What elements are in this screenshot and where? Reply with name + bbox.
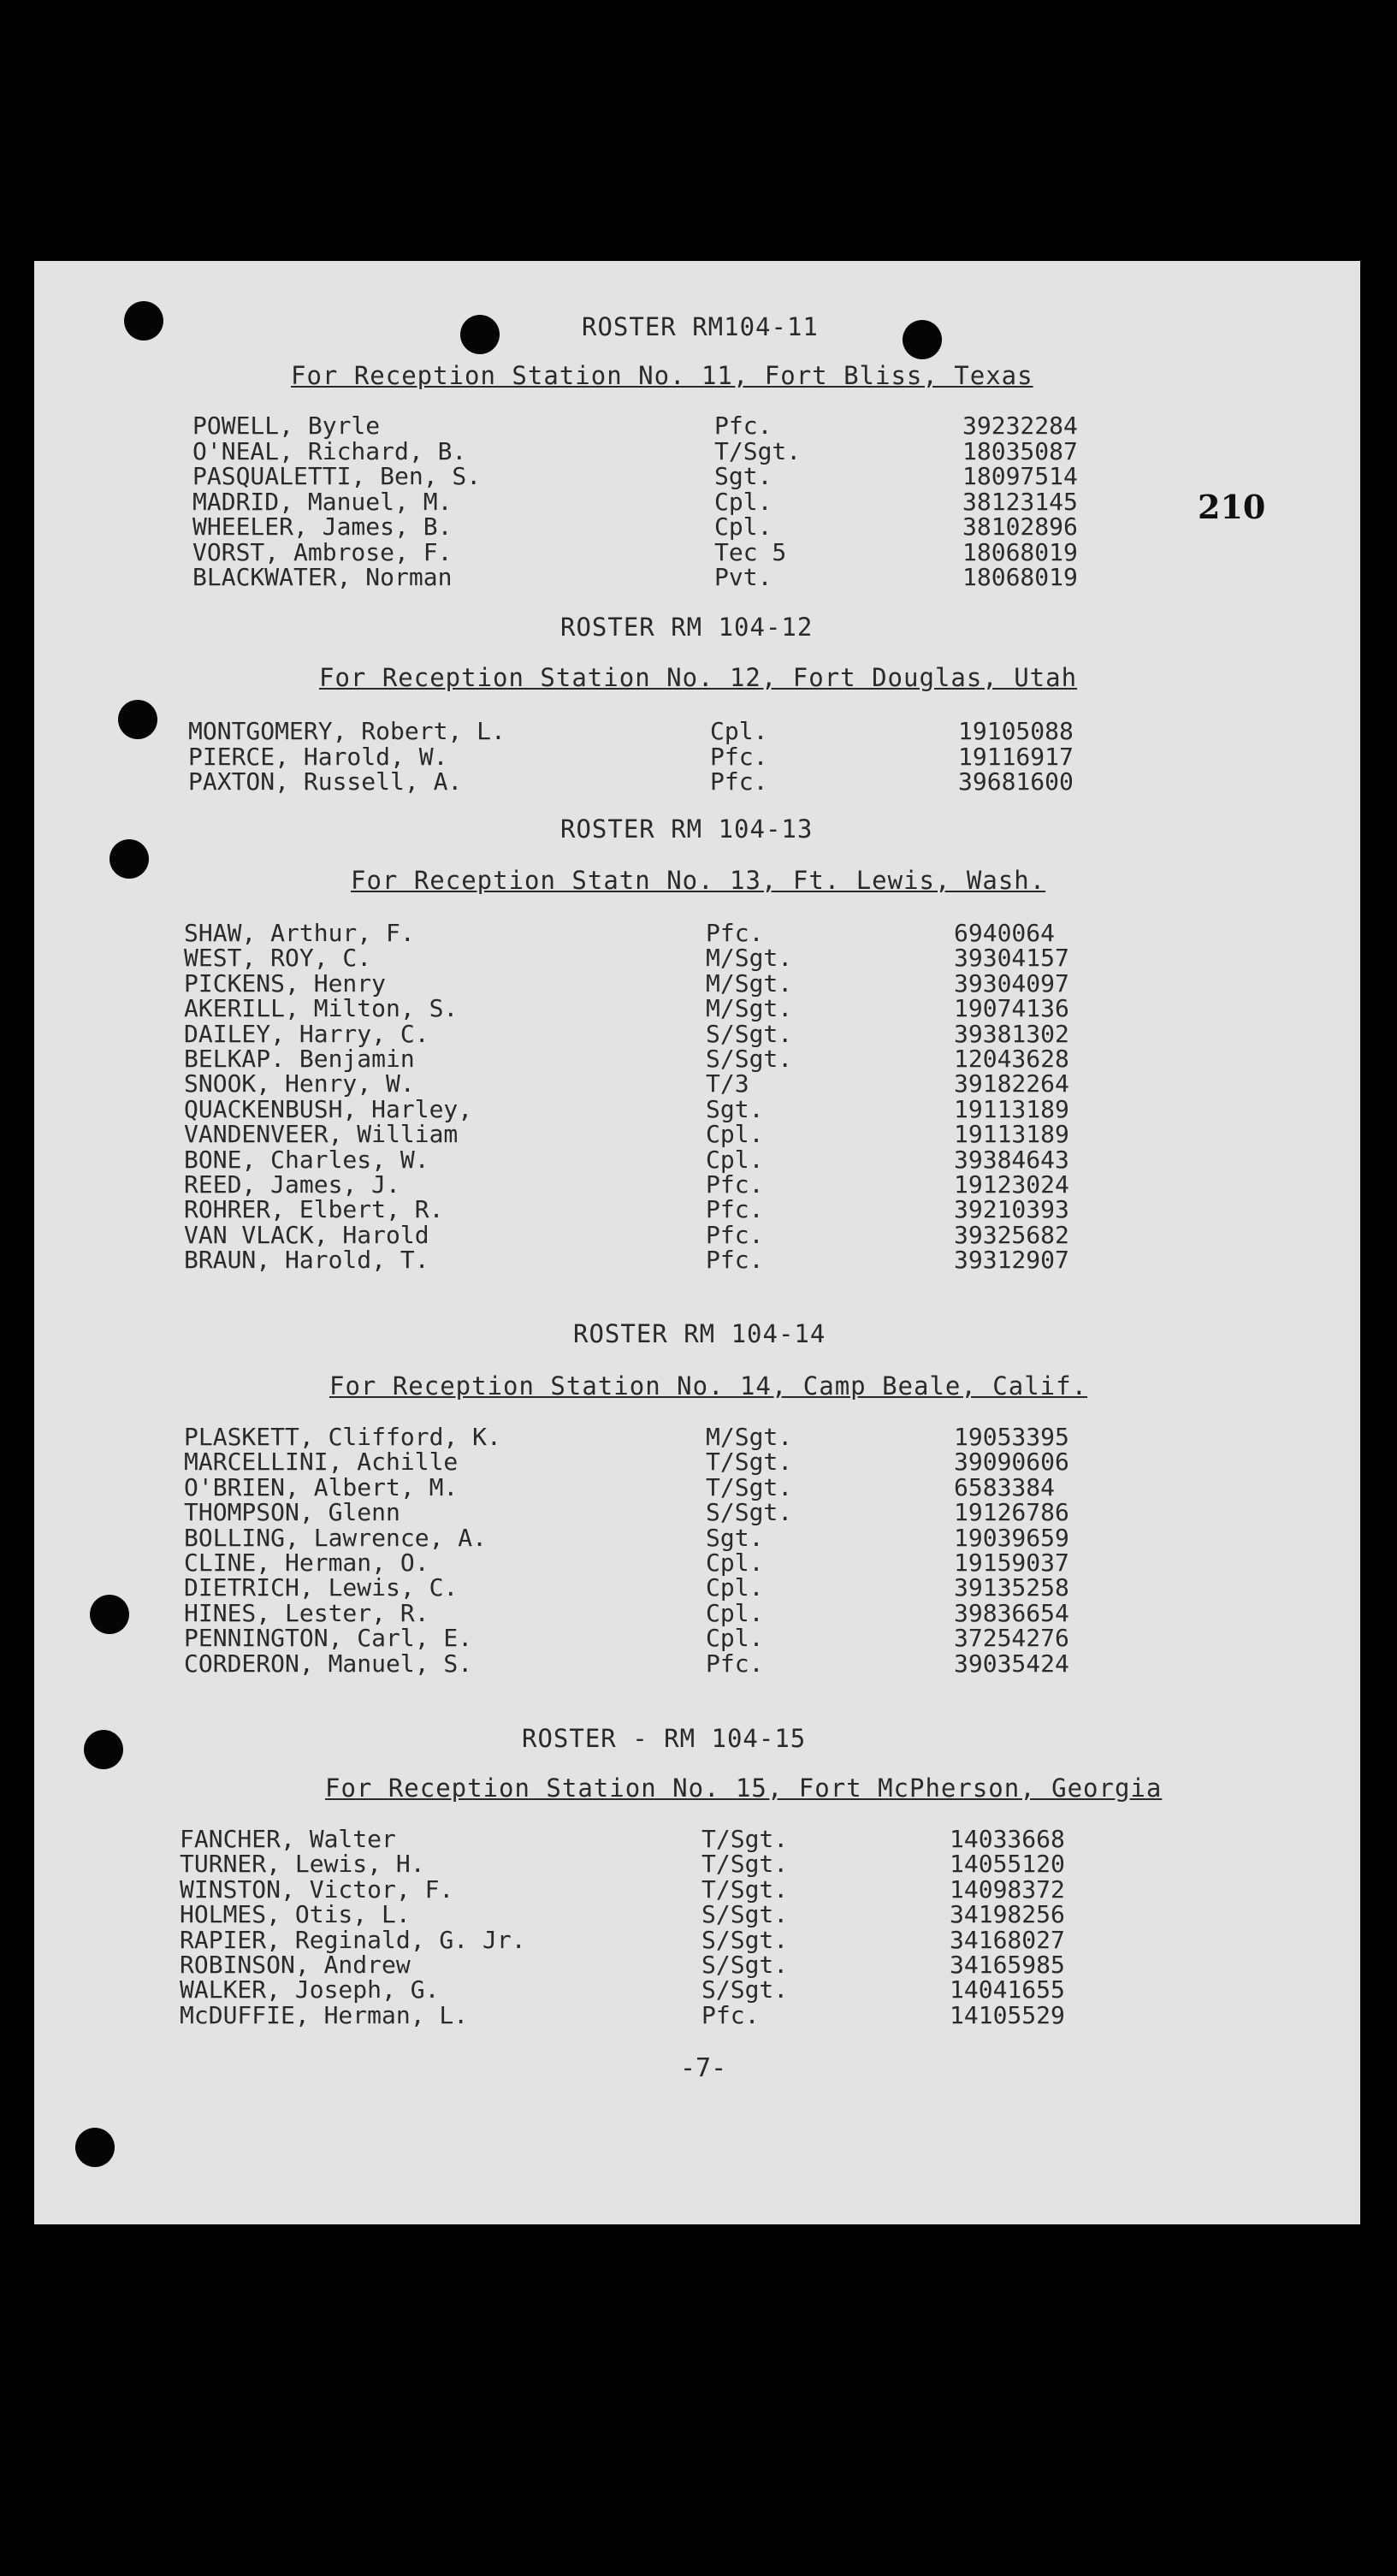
soldier-name: ROHRER, Elbert, R.	[184, 1195, 444, 1224]
serial-number: 6940064	[954, 919, 1056, 947]
station-heading: For Reception Station No. 12, Fort Douglas, Utah	[319, 663, 1078, 692]
page-number: -7-	[680, 2053, 727, 2083]
roster-row	[184, 1472, 1056, 1501]
punch-hole	[84, 1730, 123, 1769]
soldier-rank: Pfc.	[710, 742, 768, 771]
soldier-name: CLINE, Herman, O.	[184, 1549, 429, 1577]
serial-number: 12043628	[954, 1045, 1069, 1073]
soldier-rank: Pfc.	[706, 919, 764, 947]
soldier-name: BOLLING, Lawrence, A.	[184, 1523, 488, 1552]
soldier-rank: Cpl.	[710, 717, 768, 745]
serial-number: 39304157	[954, 944, 1069, 973]
soldier-name: POWELL, Byrle	[192, 412, 381, 440]
roster-row	[180, 1825, 1065, 1853]
roster-row	[192, 462, 1078, 490]
soldier-rank: Cpl.	[706, 1120, 764, 1149]
punch-hole	[118, 700, 157, 739]
soldier-name: QUACKENBUSH, Harley,	[184, 1094, 473, 1123]
roster-heading: ROSTER RM 104-12	[560, 613, 814, 642]
soldier-rank: T/Sgt.	[701, 1850, 789, 1879]
serial-number: 39035424	[954, 1649, 1069, 1678]
serial-number: 18097514	[962, 462, 1078, 490]
soldier-rank: S/Sgt.	[706, 1498, 793, 1527]
roster-row	[184, 1573, 1069, 1602]
soldier-name: BLACKWATER, Norman	[192, 563, 453, 591]
serial-number: 39210393	[954, 1195, 1069, 1224]
roster-row	[184, 1498, 1069, 1527]
serial-number: 39090606	[954, 1448, 1069, 1477]
soldier-rank: Tec 5	[714, 537, 787, 566]
soldier-name: REED, James, J.	[184, 1170, 400, 1199]
roster-row	[180, 1850, 1065, 1879]
serial-number: 19039659	[954, 1523, 1069, 1552]
soldier-rank: S/Sgt.	[701, 1951, 789, 1979]
soldier-name: TURNER, Lewis, H.	[180, 1850, 425, 1879]
roster-row	[184, 1069, 1069, 1099]
roster-row	[180, 1925, 1065, 1954]
serial-number: 18068019	[962, 537, 1078, 566]
roster-row	[184, 1220, 1069, 1249]
soldier-name: O'NEAL, Richard, B.	[192, 436, 467, 465]
serial-number: 19074136	[954, 994, 1069, 1023]
soldier-name: WHEELER, James, B.	[192, 512, 453, 541]
soldier-rank: Sgt.	[714, 462, 772, 490]
roster-row	[184, 1120, 1069, 1149]
roster-row	[184, 1170, 1069, 1199]
serial-number: 19159037	[954, 1549, 1069, 1577]
serial-number: 38102896	[962, 512, 1078, 541]
soldier-name: McDUFFIE, Herman, L.	[180, 2000, 469, 2029]
roster-row	[192, 563, 1078, 591]
punch-hole	[110, 839, 149, 879]
soldier-name: HOLMES, Otis, L.	[180, 1900, 411, 1929]
roster-row	[184, 1549, 1069, 1577]
roster-heading: ROSTER RM 104-13	[560, 814, 814, 844]
roster-row	[188, 717, 1074, 745]
soldier-rank: M/Sgt.	[706, 944, 793, 973]
serial-number: 38123145	[962, 487, 1078, 516]
serial-number: 19123024	[954, 1170, 1069, 1199]
roster-row	[184, 1423, 1069, 1451]
serial-number: 34198256	[950, 1900, 1065, 1929]
soldier-name: BELKAP. Benjamin	[184, 1045, 415, 1073]
soldier-rank: T/Sgt.	[701, 1874, 789, 1904]
serial-number: 19053395	[954, 1423, 1069, 1451]
margin-page-number: 210	[1198, 488, 1266, 526]
serial-number: 34168027	[950, 1925, 1065, 1954]
soldier-rank: M/Sgt.	[706, 968, 793, 998]
station-heading: For Reception Statn No. 13, Ft. Lewis, Wash.	[351, 866, 1046, 895]
soldier-name: BRAUN, Harold, T.	[184, 1246, 429, 1275]
soldier-rank: Pvt.	[714, 563, 772, 591]
soldier-name: DIETRICH, Lewis, C.	[184, 1573, 459, 1602]
soldier-rank: Cpl.	[714, 512, 772, 541]
soldier-rank: S/Sgt.	[701, 1925, 789, 1954]
soldier-rank: T/Sgt.	[706, 1448, 793, 1477]
soldier-name: HINES, Lester, R.	[184, 1598, 429, 1627]
roster-row	[180, 1900, 1065, 1929]
serial-number: 6583384	[954, 1472, 1056, 1501]
soldier-name: MONTGOMERY, Robert, L.	[188, 717, 506, 745]
soldier-rank: Pfc.	[706, 1649, 764, 1678]
roster-row	[184, 1624, 1069, 1653]
serial-number: 39232284	[962, 412, 1078, 440]
soldier-rank: S/Sgt.	[701, 1900, 789, 1929]
roster-row	[188, 767, 1074, 796]
roster-row	[180, 1975, 1065, 2005]
serial-number: 14055120	[950, 1850, 1065, 1879]
soldier-rank: T/Sgt.	[701, 1825, 789, 1853]
punch-hole	[90, 1595, 129, 1634]
serial-number: 39182264	[954, 1069, 1069, 1099]
soldier-rank: Pfc.	[706, 1170, 764, 1199]
soldier-rank: Pfc.	[706, 1220, 764, 1249]
roster-row	[192, 487, 1078, 516]
roster-row	[192, 436, 1078, 465]
roster-row	[184, 1246, 1069, 1275]
station-heading: For Reception Station No. 14, Camp Beale, Calif.	[329, 1371, 1088, 1401]
soldier-rank: Pfc.	[710, 767, 768, 796]
roster-row	[184, 1045, 1069, 1073]
punch-hole	[75, 2128, 115, 2167]
punch-hole	[460, 315, 500, 354]
soldier-rank: Cpl.	[714, 487, 772, 516]
roster-row	[192, 537, 1078, 566]
soldier-name: VAN VLACK, Harold	[184, 1220, 429, 1249]
soldier-rank: T/Sgt.	[714, 436, 802, 465]
punch-hole	[124, 301, 163, 341]
soldier-rank: M/Sgt.	[706, 1423, 793, 1451]
soldier-rank: T/Sgt.	[706, 1472, 793, 1501]
serial-number: 14041655	[950, 1975, 1065, 2005]
soldier-rank: S/Sgt.	[701, 1975, 789, 2005]
soldier-rank: T/3	[706, 1069, 749, 1099]
serial-number: 19116917	[958, 742, 1074, 771]
roster-row	[184, 994, 1069, 1023]
soldier-name: FANCHER, Walter	[180, 1825, 396, 1853]
roster-row	[184, 1145, 1069, 1174]
soldier-rank: Cpl.	[706, 1549, 764, 1577]
soldier-name: PENNINGTON, Carl, E.	[184, 1624, 473, 1653]
serial-number: 39312907	[954, 1246, 1069, 1275]
soldier-name: VORST, Ambrose, F.	[192, 537, 453, 566]
soldier-name: PLASKETT, Clifford, K.	[184, 1423, 501, 1451]
serial-number: 39836654	[954, 1598, 1069, 1627]
roster-row	[180, 1874, 1065, 1904]
serial-number: 19126786	[954, 1498, 1069, 1527]
soldier-name: VANDENVEER, William	[184, 1120, 459, 1149]
roster-row	[184, 1195, 1069, 1224]
serial-number: 39325682	[954, 1220, 1069, 1249]
soldier-name: CORDERON, Manuel, S.	[184, 1649, 473, 1678]
serial-number: 34165985	[950, 1951, 1065, 1979]
soldier-rank: Pfc.	[701, 2000, 760, 2029]
roster-row	[184, 1649, 1069, 1678]
soldier-name: PAXTON, Russell, A.	[188, 767, 463, 796]
serial-number: 39135258	[954, 1573, 1069, 1602]
soldier-name: SNOOK, Henry, W.	[184, 1069, 415, 1099]
roster-heading: ROSTER RM104-11	[582, 312, 819, 341]
roster-row	[184, 1448, 1069, 1477]
roster-row	[184, 1523, 1069, 1552]
serial-number: 19113189	[954, 1094, 1069, 1123]
soldier-name: O'BRIEN, Albert, M.	[184, 1472, 459, 1501]
serial-number: 39384643	[954, 1145, 1069, 1174]
soldier-name: BONE, Charles, W.	[184, 1145, 429, 1174]
roster-row	[184, 944, 1069, 973]
soldier-rank: Cpl.	[706, 1598, 764, 1627]
soldier-name: PASQUALETTI, Ben, S.	[192, 462, 482, 490]
station-heading: For Reception Station No. 15, Fort McPherson, Georgia	[325, 1774, 1163, 1803]
serial-number: 14098372	[950, 1874, 1065, 1904]
soldier-rank: Cpl.	[706, 1145, 764, 1174]
soldier-rank: Sgt.	[706, 1523, 764, 1552]
soldier-name: SHAW, Arthur, F.	[184, 919, 415, 947]
roster-heading: ROSTER - RM 104-15	[522, 1724, 807, 1753]
soldier-rank: S/Sgt.	[706, 1019, 793, 1048]
soldier-name: WALKER, Joseph, G.	[180, 1975, 440, 2005]
serial-number: 39304097	[954, 968, 1069, 998]
serial-number: 37254276	[954, 1624, 1069, 1653]
punch-hole	[903, 320, 942, 359]
roster-row	[192, 412, 1078, 440]
soldier-name: WEST, ROY, C.	[184, 944, 372, 973]
soldier-name: RAPIER, Reginald, G. Jr.	[180, 1925, 526, 1954]
soldier-rank: Pfc.	[706, 1246, 764, 1275]
serial-number: 39381302	[954, 1019, 1069, 1048]
serial-number: 18068019	[962, 563, 1078, 591]
soldier-name: AKERILL, Milton, S.	[184, 994, 459, 1023]
roster-row	[184, 919, 1056, 947]
soldier-name: PICKENS, Henry	[184, 968, 387, 998]
roster-row	[180, 2000, 1065, 2029]
soldier-rank: S/Sgt.	[706, 1045, 793, 1073]
soldier-name: WINSTON, Victor, F.	[180, 1874, 454, 1904]
soldier-name: MARCELLINI, Achille	[184, 1448, 459, 1477]
soldier-rank: Cpl.	[706, 1624, 764, 1653]
serial-number: 14105529	[950, 2000, 1065, 2029]
roster-row	[184, 1019, 1069, 1048]
soldier-name: ROBINSON, Andrew	[180, 1951, 411, 1979]
soldier-rank: Pfc.	[706, 1195, 764, 1224]
serial-number: 14033668	[950, 1825, 1065, 1853]
serial-number: 39681600	[958, 767, 1074, 796]
serial-number: 19105088	[958, 717, 1074, 745]
soldier-name: MADRID, Manuel, M.	[192, 487, 453, 516]
soldier-name: THOMPSON, Glenn	[184, 1498, 400, 1527]
roster-row	[184, 1598, 1069, 1627]
roster-row	[184, 968, 1069, 998]
soldier-name: PIERCE, Harold, W.	[188, 742, 448, 771]
station-heading: For Reception Station No. 11, Fort Bliss, Texas	[291, 361, 1033, 390]
roster-row	[184, 1094, 1069, 1123]
soldier-name: DAILEY, Harry, C.	[184, 1019, 429, 1048]
roster-row	[180, 1951, 1065, 1979]
soldier-rank: Sgt.	[706, 1094, 764, 1123]
soldier-rank: Pfc.	[714, 412, 772, 440]
roster-row	[192, 512, 1078, 541]
roster-row	[188, 742, 1074, 771]
roster-heading: ROSTER RM 104-14	[573, 1319, 826, 1348]
soldier-rank: Cpl.	[706, 1573, 764, 1602]
serial-number: 19113189	[954, 1120, 1069, 1149]
serial-number: 18035087	[962, 436, 1078, 465]
soldier-rank: M/Sgt.	[706, 994, 793, 1023]
